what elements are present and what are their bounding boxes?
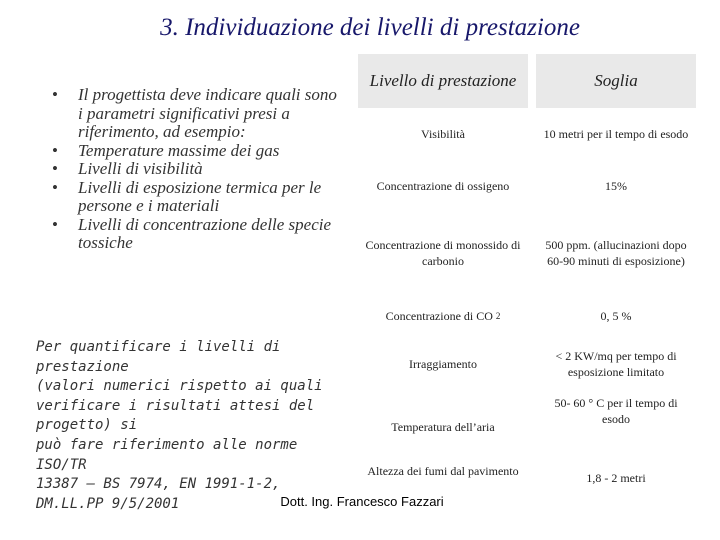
table-row [358,338,698,390]
bullet-marker: • [52,140,58,160]
bullet-list [48,86,338,253]
cell-level: Altezza dei fumi dal pavimento [358,444,528,498]
cell-level: Concentrazione di monossido di carbonio [358,212,528,294]
author-footer: Dott. Ing. Francesco Fazzari [280,494,444,509]
cell-threshold: 50- 60 ° C per il tempo di esodo [536,390,696,444]
bullet-item [48,160,338,179]
table-row [358,294,698,338]
table-row [358,390,698,444]
bullet-marker: • [52,177,58,197]
bullet-item [48,216,338,253]
bullet-item [48,86,338,142]
bullet-marker: • [52,159,58,178]
cell-threshold: 500 ppm. (allucinazioni dopo 60-90 minuti di esposizione) [536,212,696,294]
bullet-item [48,142,338,161]
cell-level: Concentrazione di ossigeno [358,160,528,212]
bullet-text: Livelli di concentrazione delle specie tossiche [78,214,332,252]
performance-table [358,54,698,498]
bullet-text: Livelli di visibilità [78,159,203,178]
bullet-text: Il progettista deve indicare quali sono i parametri significativi presi a riferimento, ad esempio: [78,85,337,141]
cell-threshold: 15% [536,160,696,212]
cell-threshold: 10 metri per il tempo di esodo [536,108,696,160]
table-row [358,444,698,498]
header-threshold: Soglia [536,54,696,108]
cell-level: Temperatura dell’aria [358,390,528,444]
header-level: Livello di prestazione [358,54,528,108]
cell-level: Irraggiamento [358,338,528,390]
reference-note: Per quantificare i livelli di prestazione (valori numerici rispetto ai quali verificare i risultati attesi del progetto) si può fare riferimento alle norme ISO/TR 13387 – BS 7974, EN 1991-1-2, DM.LL.PP 9/5/2001 [36,339,323,512]
cell-level: Visibilità [358,108,528,160]
bullet-text: Livelli di esposizione termica per le persone e i materiali [78,177,322,215]
cell-level-text: Concentrazione di CO [385,309,493,323]
cell-threshold: 0, 5 % [536,294,696,338]
table-row [358,160,698,212]
slide-title: 3. Individuazione dei livelli di prestazione [160,14,580,41]
bullet-item [48,179,338,216]
table-row [358,108,698,160]
cell-level [358,294,528,338]
table-row [358,212,698,294]
bullet-marker: • [52,85,58,104]
subscript: 2 [495,311,501,321]
bullet-marker: • [52,214,58,234]
cell-threshold: < 2 KW/mq per tempo di esposizione limitato [536,338,696,390]
cell-threshold: 1,8 - 2 metri [536,444,696,498]
bullet-text: Temperature massime dei gas [78,140,280,160]
table-header-row [358,54,698,108]
